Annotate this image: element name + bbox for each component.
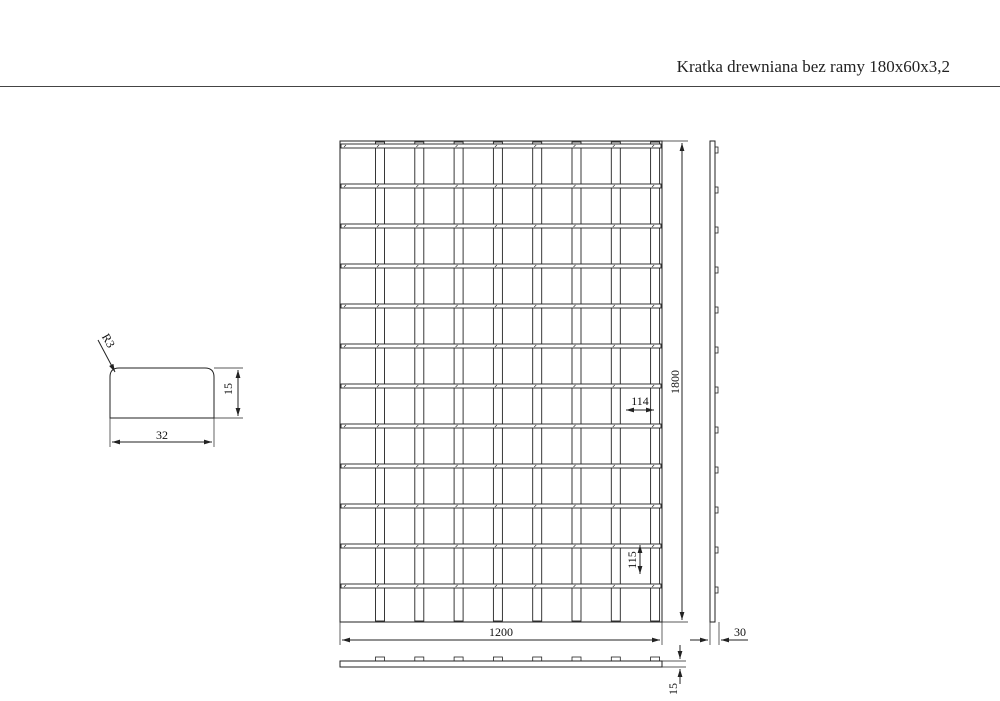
horizontal-slat — [341, 584, 661, 588]
bottom-thickness-label: 15 — [666, 683, 680, 695]
profile-outline — [110, 368, 214, 418]
vertical-slats — [376, 142, 660, 621]
horizontal-slat — [341, 464, 661, 468]
horizontal-slat — [341, 224, 661, 228]
vertical-slat — [651, 142, 660, 621]
side-view — [690, 141, 748, 645]
horizontal-slat — [341, 144, 661, 148]
bottom-slat-end — [376, 657, 385, 661]
side-outline — [710, 141, 715, 622]
vertical-slat — [415, 142, 424, 621]
vertical-slat — [572, 142, 581, 621]
profile-height-label: 15 — [221, 383, 235, 395]
bottom-slat-end — [533, 657, 542, 661]
horizontal-slat — [341, 384, 661, 388]
profile-radius-label: R3 — [98, 331, 118, 351]
vertical-slat — [376, 142, 385, 621]
vertical-slat — [611, 142, 620, 621]
bottom-slat-end — [611, 657, 620, 661]
front-height-label: 1800 — [668, 370, 682, 394]
horizontal-slat — [341, 424, 661, 428]
vertical-slat — [454, 142, 463, 621]
slat-joint-marks — [344, 145, 654, 587]
bottom-slat-end — [454, 657, 463, 661]
bottom-slat-end — [651, 657, 660, 661]
gap-width-label: 114 — [631, 394, 649, 408]
bottom-outline — [340, 661, 662, 667]
front-view — [340, 141, 662, 622]
side-depth-label: 30 — [734, 625, 746, 639]
horizontal-slat — [341, 504, 661, 508]
drawing-title: Kratka drewniana bez ramy 180x60x3,2 — [676, 57, 950, 76]
bottom-slat-end — [572, 657, 581, 661]
horizontal-slats — [341, 144, 661, 588]
vertical-slat — [493, 142, 502, 621]
front-outline — [340, 141, 662, 622]
horizontal-slat — [341, 264, 661, 268]
bottom-view — [340, 645, 686, 684]
vertical-slat — [533, 142, 542, 621]
horizontal-slat — [341, 304, 661, 308]
horizontal-slat — [341, 184, 661, 188]
bottom-slat-end — [493, 657, 502, 661]
front-width-label: 1200 — [489, 625, 513, 639]
profile-width-label: 32 — [156, 428, 168, 442]
bottom-slat-ends — [376, 657, 660, 661]
horizontal-slat — [341, 544, 661, 548]
horizontal-slat — [341, 344, 661, 348]
gap-height-label: 115 — [625, 551, 639, 569]
bottom-slat-end — [415, 657, 424, 661]
